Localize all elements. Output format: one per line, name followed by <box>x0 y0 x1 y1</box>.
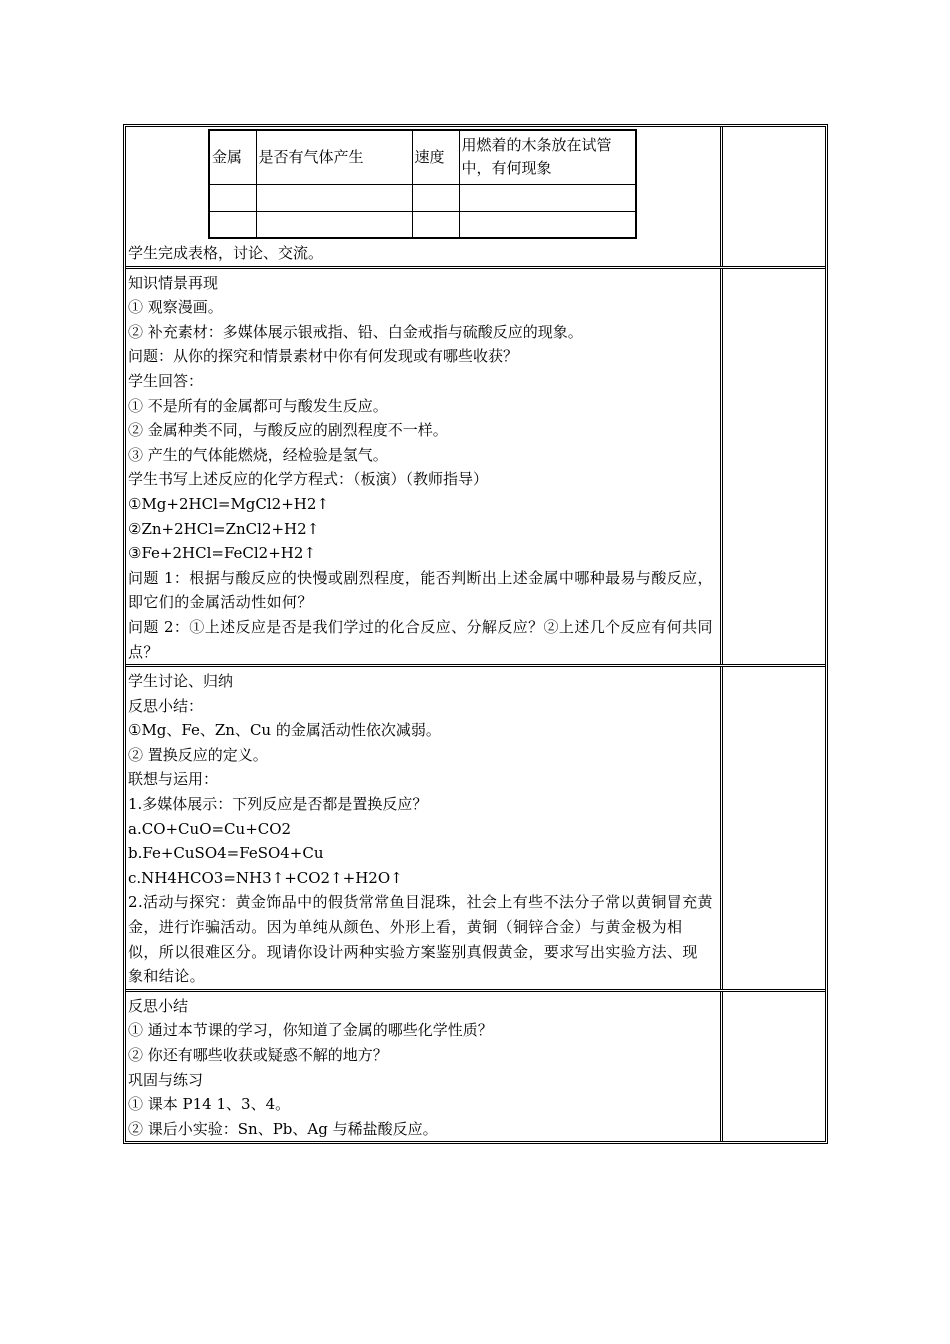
header-phenomenon: 用燃着的木条放在试管中，有何现象 <box>459 130 636 184</box>
empty-cell <box>412 211 459 238</box>
table-row <box>126 989 825 1142</box>
lesson-table <box>123 124 828 1144</box>
text-line: ① 课本 P14 1、3、4。 <box>128 1095 291 1114</box>
equation-line: ①Mg+2HCl=MgCl2+H2↑ <box>128 494 329 513</box>
main-cell <box>126 269 720 665</box>
experiment-empty-row <box>209 184 636 211</box>
text-line: ② 置换反应的定义。 <box>128 745 268 764</box>
experiment-record-table <box>208 129 637 239</box>
main-cell <box>126 992 720 1142</box>
empty-cell <box>209 211 256 238</box>
experiment-header-row <box>209 130 636 184</box>
section-heading: 反思小结 <box>128 996 189 1015</box>
text-line: ③ 产生的气体能燃烧，经检验是氢气。 <box>128 445 388 464</box>
equation-line: ②Zn+2HCl=ZnCl2+H2↑ <box>128 519 320 538</box>
table-row <box>126 266 825 665</box>
empty-cell <box>256 184 412 211</box>
main-cell <box>126 127 720 266</box>
side-cell <box>720 992 825 1142</box>
header-speed: 速度 <box>412 130 459 184</box>
empty-cell <box>459 211 636 238</box>
header-metal: 金属 <box>209 130 256 184</box>
activity-paragraph: 2.活动与探究：黄金饰品中的假货常常鱼目混珠，社会上有些不法分子常以黄铜冒充黄金，进行诈骗活动。因为单纯从颜色、外形上看，黄铜（铜锌合金）与黄金极为相似，所以很难区分。现请你设计两种实验方案鉴别真假黄金，要求写出实验方法、现象和结论。 <box>128 893 713 986</box>
text-line: 学生书写上述反应的化学方程式：（板演）（教师指导） <box>128 470 489 489</box>
equation-line: a.CO+CuO=Cu+CO2 <box>128 819 292 838</box>
text-line: ① 通过本节课的学习，你知道了金属的哪些化学性质？ <box>128 1021 493 1040</box>
experiment-empty-row <box>209 211 636 238</box>
text-line: ② 课后小实验：Sn、Pb、Ag 与稀盐酸反应。 <box>128 1119 438 1138</box>
main-cell <box>126 667 720 989</box>
equation-line: c.NH4HCO3=NH3↑+CO2↑+H2O↑ <box>128 868 403 887</box>
text-line: 1.多媒体展示：下列反应是否都是置换反应？ <box>128 795 428 814</box>
text-line: ① 不是所有的金属都可与酸发生反应。 <box>128 396 388 415</box>
empty-cell <box>209 184 256 211</box>
empty-cell <box>412 184 459 211</box>
side-cell <box>720 127 825 266</box>
question-paragraph: 问题 2：①上述反应是否是我们学过的化合反应、分解反应？②上述几个反应有何共同点？ <box>128 617 713 661</box>
text-line: ①Mg、Fe、Zn、Cu 的金属活动性依次减弱。 <box>128 721 441 740</box>
text-line: ② 金属种类不同，与酸反应的剧烈程度不一样。 <box>128 421 448 440</box>
section-heading: 知识情景再现 <box>128 273 219 292</box>
equation-line: b.Fe+CuSO4=FeSO4+Cu <box>128 844 324 863</box>
text-line: 学生回答： <box>128 371 204 390</box>
question-paragraph: 问题 1：根据与酸反应的快慢或剧烈程度，能否判断出上述金属中哪种最易与酸反应，即它们的金属活动性如何？ <box>128 568 713 612</box>
text-line: 问题：从你的探究和情景素材中你有何发现或有哪些收获？ <box>128 347 519 366</box>
text-line: 反思小结： <box>128 696 204 715</box>
header-gas: 是否有气体产生 <box>256 130 412 184</box>
text-line: ② 你还有哪些收获或疑惑不解的地方？ <box>128 1046 388 1064</box>
equation-line: ③Fe+2HCl=FeCl2+H2↑ <box>128 544 316 563</box>
text-line: ② 补充素材：多媒体展示银戒指、铅、白金戒指与硫酸反应的现象。 <box>128 322 583 341</box>
side-cell <box>720 667 825 989</box>
table-row <box>126 664 825 989</box>
empty-cell <box>256 211 412 238</box>
section-heading: 学生讨论、归纳 <box>128 672 234 691</box>
text-line: ① 观察漫画。 <box>128 298 223 317</box>
empty-cell <box>459 184 636 211</box>
section-heading: 巩固与练习 <box>128 1070 204 1089</box>
text-line: 学生完成表格，讨论、交流。 <box>128 244 324 262</box>
side-cell <box>720 269 825 665</box>
text-line: 联想与运用： <box>128 770 219 789</box>
table-row <box>126 127 825 266</box>
